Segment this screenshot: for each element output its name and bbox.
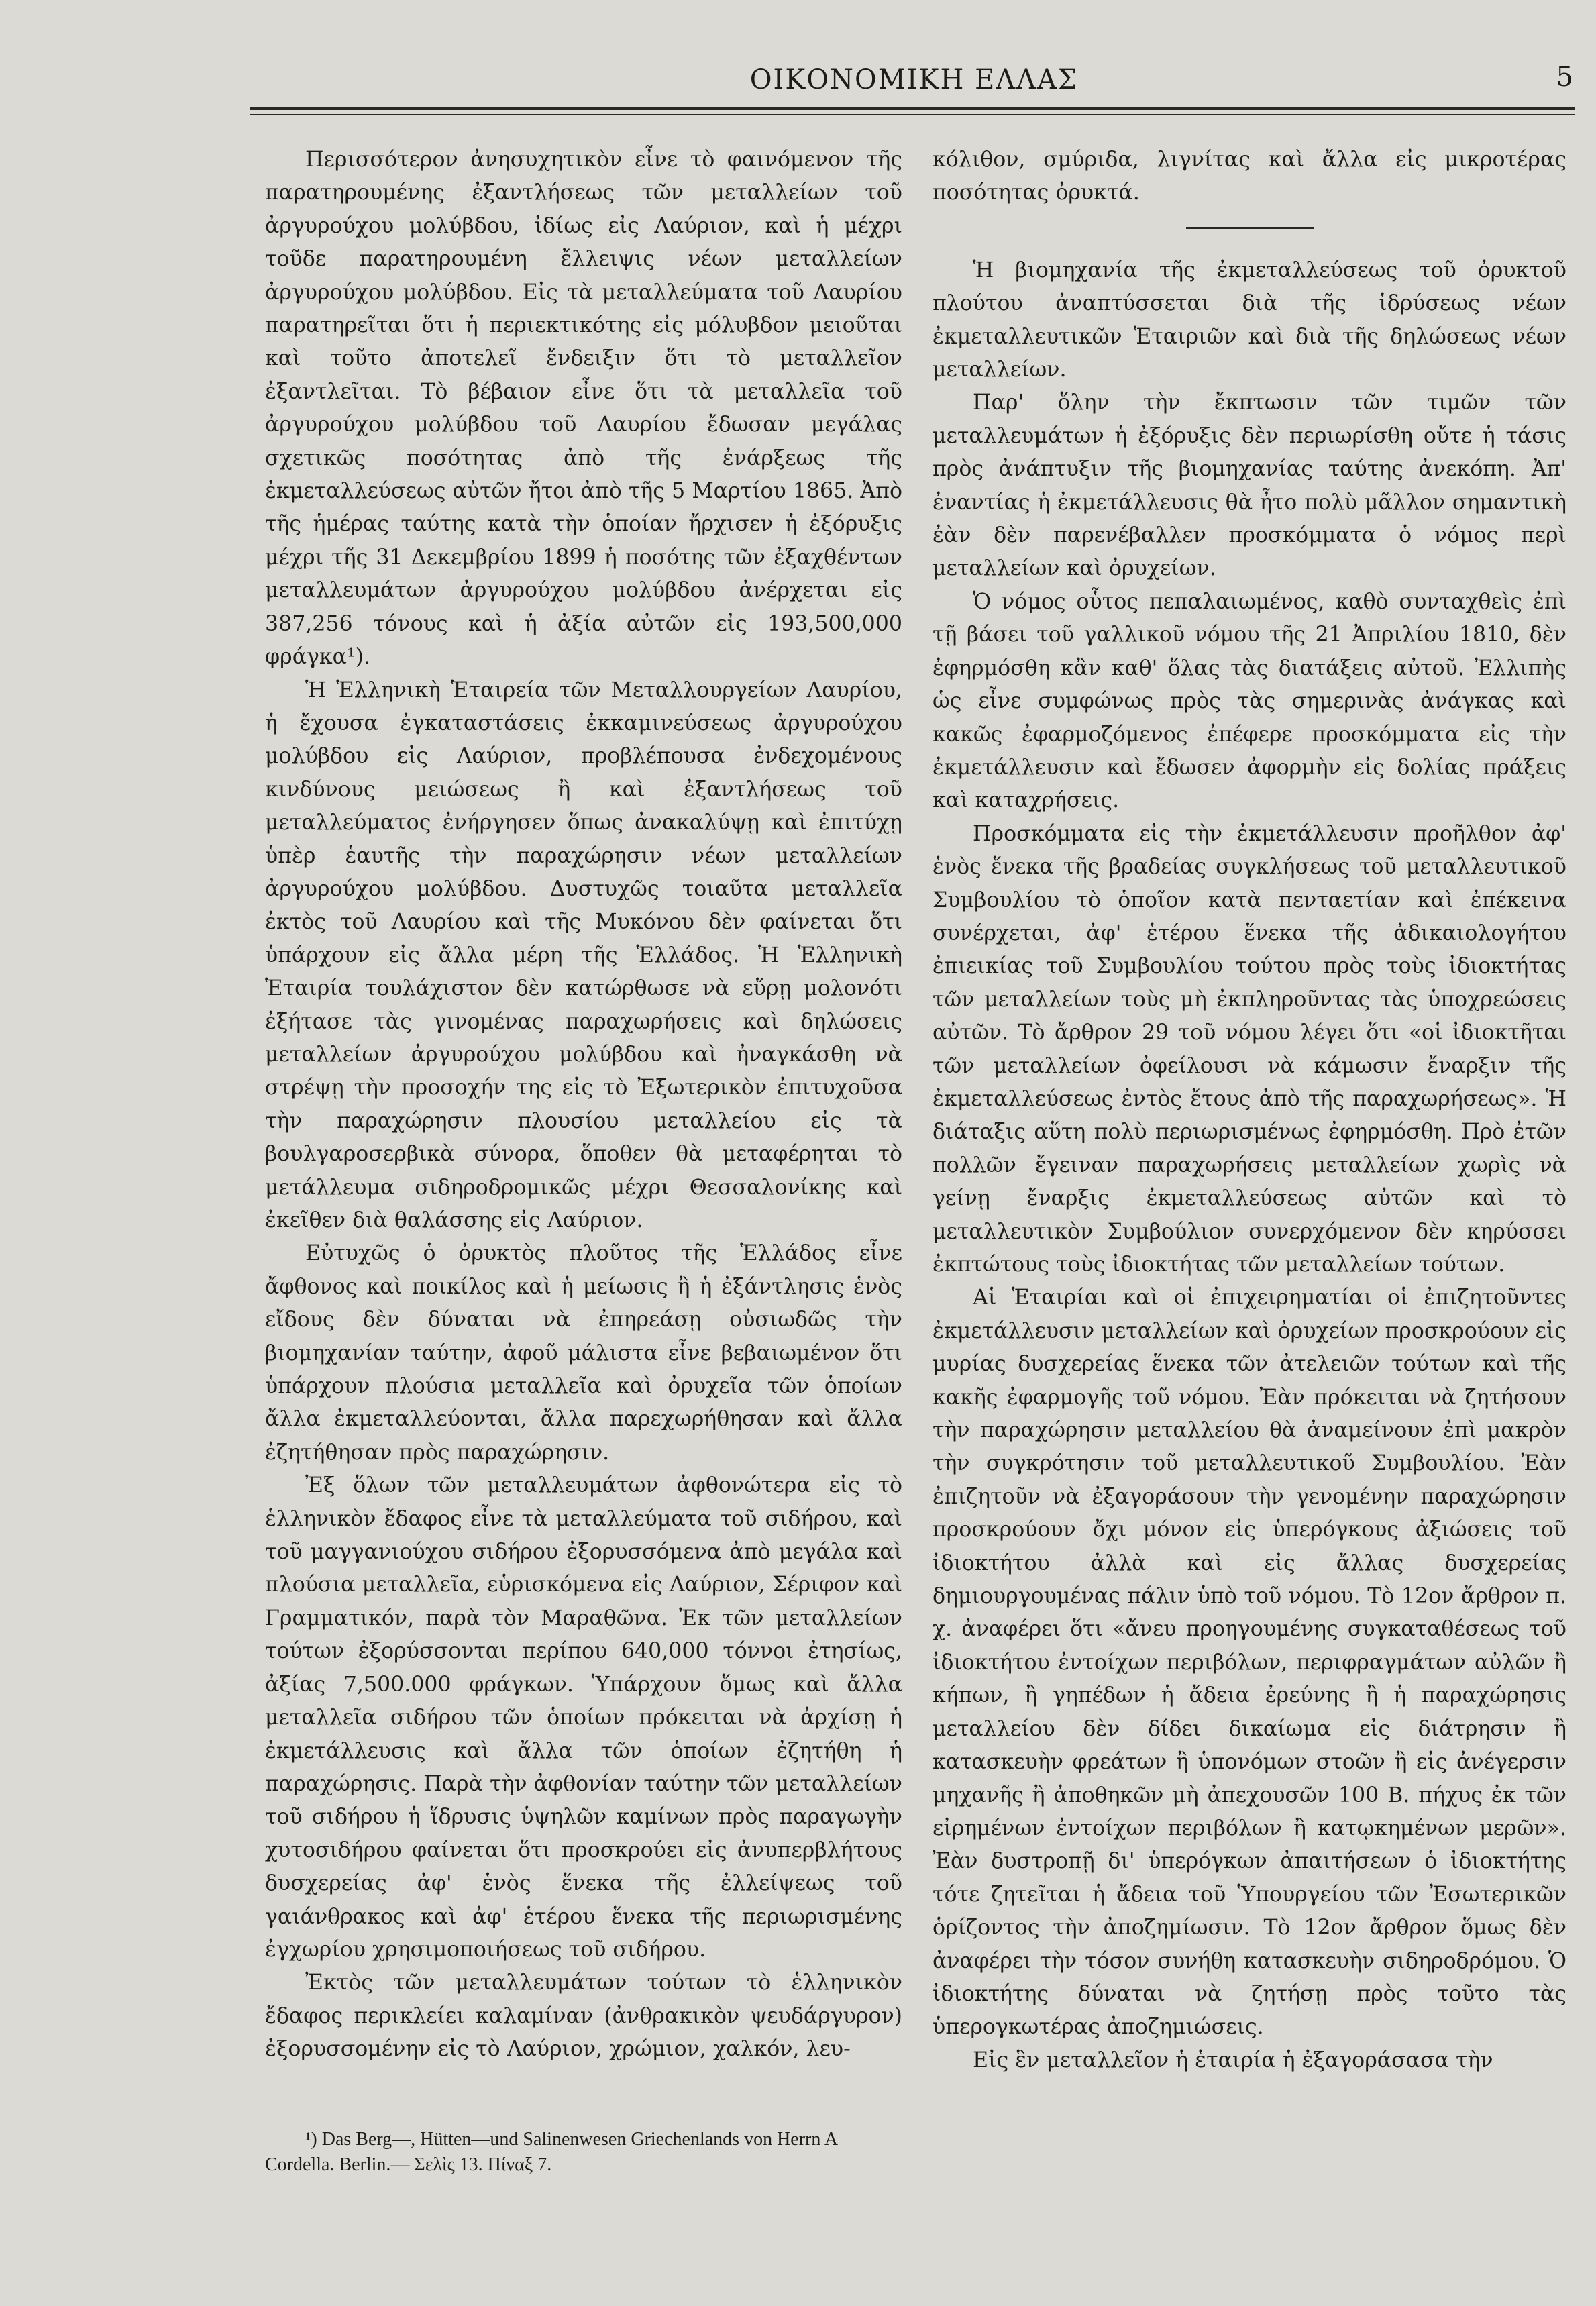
paragraph: Εἰς ἓν μεταλλεῖον ἡ ἑταιρία ἡ ἐξαγοράσασα τὴν: [973, 2048, 1493, 2073]
paragraph: Ἡ βιομηχανία τῆς ἐκμεταλλεύσεως τοῦ ὀρυκτοῦ πλούτου ἀναπτύσσεται διὰ τῆς ἱδρύσεως νέων ἐκμεταλλευτικῶν Ἑταιριῶν καὶ διὰ τῆς δηλώσεως νέων μεταλλείων.: [933, 258, 1566, 382]
paragraph: Εὐτυχῶς ὁ ὀρυκτὸς πλοῦτος τῆς Ἑλλάδος εἶνε ἄφθονος καὶ ποικίλος καὶ ἡ μείωσις ἢ ἡ ἐξάντλησις ἑνὸς εἴδους δὲν δύναται νὰ ἐπηρεάσῃ οὐσιωδῶς τὴν βιομηχανίαν ταύτην, ἀφοῦ μάλιστα εἶνε βεβαιωμένον ὅτι ὑπάρχουν πλούσια μεταλλεῖα καὶ ὀρυχεῖα τῶν ὁποίων ἄλλα ἐκμεταλλεύονται, ἄλλα παρεχωρήθησαν καὶ ἄλλα ἐζητήθησαν πρὸς παραχώρησιν.: [265, 1241, 902, 1465]
right-column: [933, 144, 1566, 2077]
paragraph: Παρ' ὅλην τὴν ἔκπτωσιν τῶν τιμῶν τῶν μεταλλευμάτων ἡ ἐξόρυξις δὲν περιωρίσθη οὔτε ἡ τάσις πρὸς ἀνάπτυξιν τῆς βιομηχανίας ταύτης ἀνεκόπη. Ἀπ' ἐναντίας ἡ ἐκμετάλλευσις θὰ ἦτο πολὺ μᾶλλον σημαντικὴ ἐὰν δὲν παρενέβαλλεν προσκόμματα ὁ νόμος περὶ μεταλλείων καὶ ὀρυχείων.: [933, 390, 1566, 581]
paragraph: Ἐκτὸς τῶν μεταλλευμάτων τούτων τὸ ἑλληνικὸν ἔδαφος περικλείει καλαμίναν (ἀνθρακικὸν ψευδάργυρον) ἐξορυσσομένην εἰς τὸ Λαύριον, χρώμιον, χαλκόν, λευ-: [265, 1971, 902, 2062]
page-header: [255, 59, 1573, 113]
paragraph: Προσκόμματα εἰς τὴν ἐκμετάλλευσιν προῆλθον ἀφ' ἑνὸς ἕνεκα τῆς βραδείας συγκλήσεως τοῦ μεταλλευτικοῦ Συμβουλίου τὸ ὁποῖον κατὰ πενταετίαν καὶ ἐπέκεινα συνέρχεται, ἀφ' ἑτέρου ἕνεκα τῆς ἀδικαιολογήτου ἐπιεικίας τοῦ Συμβουλίου τούτου πρὸς τοὺς ἰδιοκτήτας τῶν μεταλλείων τοὺς μὴ ἐκπληροῦντας τὰς ὑποχρεώσεις αὐτῶν. Τὸ ἄρθρον 29 τοῦ νόμου λέγει ὅτι «οἱ ἰδιοκτῆται τῶν μεταλλείων ὀφείλουσι νὰ κάμωσιν ἔναρξιν τῆς ἐκμεταλλεύσεως ἐντὸς ἔτους ἀπὸ τῆς παραχωρήσεως». Ἡ διάταξις αὕτη πολὺ περιωρισμένως ἐφηρμόσθη. Πρὸ ἐτῶν πολλῶν ἔγειναν παραχωρήσεις μεταλλείων χωρὶς νὰ γείνῃ ἔναρξις ἐκμεταλλεύσεως αὐτῶν καὶ τὸ μεταλλευτικὸν Συμβούλιον συνερχόμενον δὲν κηρύσσει ἐκπτώτους τοὺς ἰδιοκτήτας τῶν μεταλλείων τούτων.: [933, 821, 1566, 1277]
left-column: [265, 144, 902, 2066]
paragraph: Ἡ Ἑλληνικὴ Ἑταιρεία τῶν Μεταλλουργείων Λαυρίου, ἡ ἔχουσα ἐγκαταστάσεις ἐκκαμινεύσεως ἀργυρούχου μολύβδου εἰς Λαύριον, προβλέπουσα ἐνδεχομένους κινδύνους μειώσεως ἢ καὶ ἐξαντλήσεως τοῦ μεταλλεύματος ἐνήργησεν ὅπως ἀνακαλύψῃ καὶ ἐπιτύχῃ ὑπὲρ ἑαυτῆς τὴν παραχώρησιν νέων μεταλλείων ἀργυρούχου μολύβδου. Δυστυχῶς τοιαῦτα μεταλλεῖα ἐκτὸς τοῦ Λαυρίου καὶ τῆς Μυκόνου δὲν φαίνεται ὅτι ὑπάρχουν εἰς ἄλλα μέρη τῆς Ἑλλάδος. Ἡ Ἑλληνικὴ Ἑταιρία τουλάχιστον δὲν κατώρθωσε νὰ εὕρῃ μολονότι ἐξήτασε τὰς γινομένας παραχωρήσεις καὶ δηλώσεις μεταλλείων ἀργυρούχου μολύβδου καὶ ἠναγκάσθη νὰ στρέψῃ τὴν προσοχήν της εἰς τὸ Ἐξωτερικὸν ἐπιτυχοῦσα τὴν παραχώρησιν πλουσίου μεταλλείου εἰς τὰ βουλγαροσερβικὰ σύνορα, ὅποθεν θὰ μεταφέρηται τὸ μετάλλευμα σιδηροδρομικῶς μέχρι Θεσσαλονίκης καὶ ἐκεῖθεν διὰ θαλάσσης εἰς Λαύριον.: [265, 678, 902, 1233]
header-rule-thin: [250, 114, 1575, 115]
footnote-text: ¹) Das Berg—, Hütten—und Salinenwesen Griechenlands von Herrn A Cordella. Berlin.— Σελὶς 13. Πίναξ 7.: [265, 2129, 837, 2175]
header-rule: [250, 107, 1575, 110]
paragraph: Ὁ νόμος οὗτος πεπαλαιωμένος, καθὸ συνταχθεὶς ἐπὶ τῇ βάσει τοῦ γαλλικοῦ νόμου τῆς 21 Ἀπριλίου 1810, δὲν ἐφηρμόσθη κἂν καθ' ὅλας τὰς διατάξεις αὐτοῦ. Ἐλλιπὴς ὡς εἶνε συμφώνως πρὸς τὰς σημερινὰς ἀνάγκας καὶ κακῶς ἐφαρμοζόμενος ἐπέφερε προσκόμματα εἰς τὴν ἐκμετάλλευσιν καὶ ἔδωσεν ἀφορμὴν εἰς δολίας πράξεις καὶ καταχρήσεις.: [933, 589, 1566, 813]
footnote: [265, 2127, 902, 2178]
page-number: 5: [1556, 62, 1573, 93]
section-separator: [1186, 227, 1314, 229]
running-title: ΟΙΚΟΝΟΜΙΚΗ ΕΛΛΑΣ: [749, 64, 1079, 95]
paragraph: Περισσότερον ἀνησυχητικὸν εἶνε τὸ φαινόμενον τῆς παρατηρουμένης ἐξαντλήσεως τῶν μεταλλείων τοῦ ἀργυρούχου μολύβδου, ἰδίως εἰς Λαύριον, καὶ ἡ μέχρι τοῦδε παρατηρουμένη ἔλλειψις νέων μεταλλείων ἀργυρούχου μολύβδου. Εἰς τὰ μεταλλεύματα τοῦ Λαυρίου παρατηρεῖται ὅτι ἡ περιεκτικότης εἰς μόλυβδον μειοῦται καὶ τοῦτο ἀποτελεῖ ἔνδειξιν ὅτι τὸ μεταλλεῖον ἐξαντλεῖται. Τὸ βέβαιον εἶνε ὅτι τὰ μεταλλεῖα τοῦ ἀργυρούχου μολύβδου τοῦ Λαυρίου ἔδωσαν μεγάλας σχετικῶς ποσότητας ἀπὸ τῆς ἐνάρξεως τῆς ἐκμεταλλεύσεως αὐτῶν ἤτοι ἀπὸ τῆς 5 Μαρτίου 1865. Ἀπὸ τῆς ἡμέρας ταύτης κατὰ τὴν ὁποίαν ἤρχισεν ἡ ἐξόρυξις μέχρι τῆς 31 Δεκεμβρίου 1899 ἡ ποσότης τῶν ἐξαχθέντων μεταλλευμάτων ἀργυρούχου μολύβδου ἀνέρχεται εἰς 387,256 τόνους καὶ ἡ ἀξία αὐτῶν εἰς 193,500,000 φράγκα¹).: [265, 148, 902, 670]
paragraph-continued: κόλιθον, σμύριδα, λιγνίτας καὶ ἄλλα εἰς μικροτέρας ποσότητας ὀρυκτά.: [933, 148, 1566, 205]
paragraph: Αἱ Ἑταιρίαι καὶ οἱ ἐπιχειρηματίαι οἱ ἐπιζητοῦντες ἐκμετάλλευσιν μεταλλείων καὶ ὀρυχείων προσκρούουν εἰς μυρίας δυσχερείας ἕνεκα τῶν ἀτελειῶν τούτων καὶ τῆς κακῆς ἐφαρμογῆς τοῦ νόμου. Ἐὰν πρόκειται νὰ ζητήσουν τὴν παραχώρησιν μεταλλείου θὰ ἀναμείνουν ἐπὶ μακρὸν τὴν συγκρότησιν τοῦ μεταλλευτικοῦ Συμβουλίου. Ἐὰν ἐπιζητοῦν νὰ ἐξαγοράσουν τὴν γενομένην παραχώρησιν προσκρούουν ὄχι μόνον εἰς ὑπερόγκους ἀξιώσεις τοῦ ἰδιοκτήτου ἀλλὰ καὶ εἰς ἄλλας δυσχερείας δημιουργουμένας πάλιν ὑπὸ τοῦ νόμου. Τὸ 12ον ἄρθρον π. χ. ἀναφέρει ὅτι «ἄνευ προηγουμένης συγκαταθέσεως τοῦ ἰδιοκτήτου ἐντοίχων περιβόλων, περιφραγμάτων αὐλῶν ἢ κήπων, ἢ γηπέδων ἡ ἄδεια ἐρεύνης ἢ ἡ παραχώρησις μεταλλείου δὲν δίδει δικαίωμα εἰς διάτρησιν ἢ κατασκευὴν φρεάτων ἢ ὑπονόμων στοῶν ἢ εἰς ἀνέγερσιν μηχανῆς ἢ ἀποθηκῶν μὴ ἀπεχουσῶν 100 Β. πήχυς ἐκ τῶν εἰρημένων ἐντοίχων περιβόλων ἢ κατῳκημένων μερῶν». Ἐὰν δυστροπῇ δι' ὑπερόγκων ἀπαιτήσεων ὁ ἰδιοκτήτης τότε ζητεῖται ἡ ἄδεια τοῦ Ὑπουργείου τῶν Ἐσωτερικῶν ὁρίζοντος τὴν ἀποζημίωσιν. Τὸ 12ον ἄρθρον ὅμως δὲν ἀναφέρει τὴν τόσον συνήθη κατασκευὴν σιδηροδρόμου. Ὁ ἰδιοκτήτης δύναται νὰ ζητήσῃ πρὸς τοῦτο τὰς ὑπερογκωτέρας ἀποζημιώσεις.: [933, 1286, 1566, 2040]
paragraph: Ἐξ ὅλων τῶν μεταλλευμάτων ἀφθονώτερα εἰς τὸ ἑλληνικὸν ἔδαφος εἶνε τὰ μεταλλεύματα τοῦ σιδήρου, καὶ τοῦ μαγγανιούχου σιδήρου ἐξορυσσόμενα ἀπὸ μεγάλα καὶ πλούσια μεταλλεῖα, εὑρισκόμενα εἰς Λαύριον, Σέριφον καὶ Γραμματικόν, παρὰ τὸν Μαραθῶνα. Ἐκ τῶν μεταλλείων τούτων ἐξορύσσονται περίπου 640,000 τόννοι ἐτησίως, ἀξίας 7,500.000 φράγκων. Ὑπάρχουν ὅμως καὶ ἄλλα μεταλλεῖα σιδήρου τῶν ὁποίων πρόκειται νὰ ἀρχίσῃ ἡ ἐκμετάλλευσις καὶ ἄλλα τῶν ὁποίων ἐζητήθη ἡ παραχώρησις. Παρὰ τὴν ἀφθονίαν ταύτην τῶν μεταλλείων τοῦ σιδήρου ἡ ἵδρυσις ὑψηλῶν καμίνων πρὸς παραγωγὴν χυτοσιδήρου φαίνεται ὅτι προσκρούει εἰς ἀνυπερβλήτους δυσχερείας ἀφ' ἑνὸς ἕνεκα τῆς ἐλλείψεως τοῦ γαιάνθρακος καὶ ἀφ' ἑτέρου ἕνεκα τῆς περιωρισμένης ἐγχωρίου χρησιμοποιήσεως τοῦ σιδήρου.: [265, 1473, 902, 1962]
